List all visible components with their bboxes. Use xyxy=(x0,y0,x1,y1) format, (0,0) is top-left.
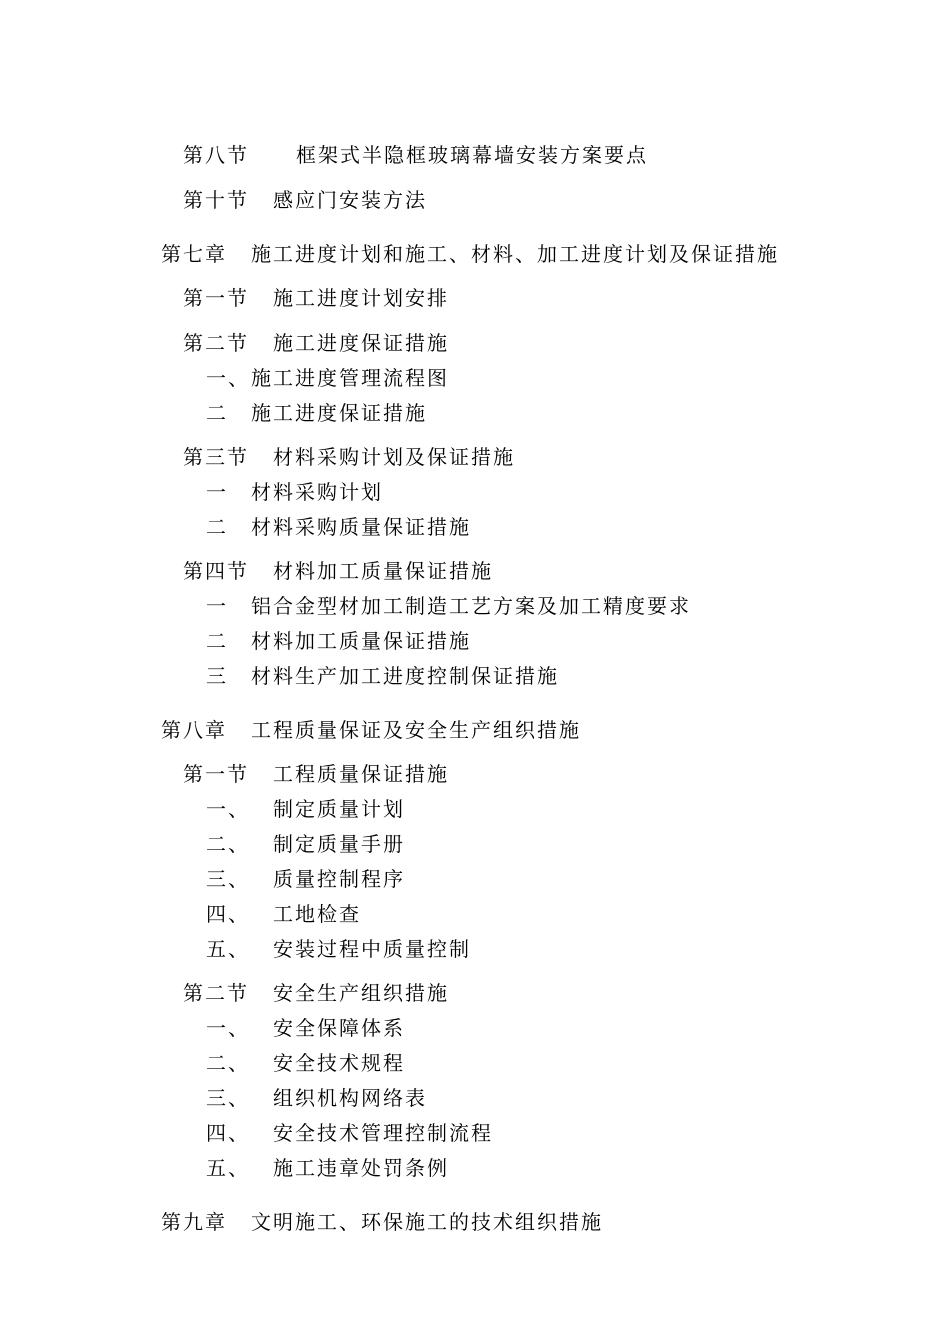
toc-number: 一 xyxy=(206,480,228,504)
toc-title: 材料生产加工进度控制保证措施 xyxy=(251,664,559,688)
toc-title: 安全生产组织措施 xyxy=(273,981,449,1005)
toc-title: 工程质量保证及安全生产组织措施 xyxy=(251,718,581,742)
toc-number: 三、 xyxy=(206,867,250,891)
toc-title: 制定质量手册 xyxy=(273,832,405,856)
toc-number: 第七章 xyxy=(161,242,227,266)
toc-number: 第二节 xyxy=(183,981,249,1005)
toc-number: 第十节 xyxy=(183,188,249,212)
toc-title: 铝合金型材加工制造工艺方案及加工精度要求 xyxy=(251,594,691,618)
toc-number: 一、 xyxy=(206,1016,250,1040)
toc-number: 一、 xyxy=(206,797,250,821)
toc-number: 第二节 xyxy=(183,331,249,355)
toc-number: 第九章 xyxy=(161,1210,227,1234)
toc-number: 二、 xyxy=(206,1051,250,1075)
toc-title: 施工进度计划和施工、材料、加工进度计划及保证措施 xyxy=(251,242,779,266)
toc-number: 四、 xyxy=(206,902,250,926)
toc-number: 四、 xyxy=(206,1121,250,1145)
toc-title: 安全技术管理控制流程 xyxy=(273,1121,493,1145)
toc-number: 第一节 xyxy=(183,286,249,310)
toc-title: 文明施工、环保施工的技术组织措施 xyxy=(251,1210,603,1234)
toc-title: 施工进度保证措施 xyxy=(251,401,427,425)
toc-title: 质量控制程序 xyxy=(273,867,405,891)
toc-title: 安装过程中质量控制 xyxy=(273,937,471,961)
toc-number: 二 xyxy=(206,401,228,425)
toc-number: 一 xyxy=(206,594,228,618)
toc-number: 第三节 xyxy=(183,445,249,469)
toc-title: 材料采购计划 xyxy=(251,480,383,504)
toc-title: 组织机构网络表 xyxy=(273,1086,427,1110)
toc-title: 施工进度管理流程图 xyxy=(251,366,449,390)
toc-title: 材料采购质量保证措施 xyxy=(251,515,471,539)
toc-title: 安全技术规程 xyxy=(273,1051,405,1075)
toc-title: 施工进度保证措施 xyxy=(273,331,449,355)
toc-title: 制定质量计划 xyxy=(273,797,405,821)
toc-number: 三 xyxy=(206,664,228,688)
toc-number: 第八节 xyxy=(183,143,249,167)
toc-number: 五、 xyxy=(206,1156,250,1180)
toc-title: 工地检查 xyxy=(273,902,361,926)
toc-number: 第八章 xyxy=(161,718,227,742)
toc-title: 施工进度计划安排 xyxy=(273,286,449,310)
toc-title: 材料加工质量保证措施 xyxy=(273,559,493,583)
toc-number: 第一节 xyxy=(183,762,249,786)
toc-number: 一、 xyxy=(206,366,250,390)
toc-title: 材料加工质量保证措施 xyxy=(251,629,471,653)
toc-number: 五、 xyxy=(206,937,250,961)
toc-title: 感应门安装方法 xyxy=(273,188,427,212)
toc-number: 三、 xyxy=(206,1086,250,1110)
toc-number: 二 xyxy=(206,629,228,653)
toc-title: 工程质量保证措施 xyxy=(273,762,449,786)
toc-number: 二、 xyxy=(206,832,250,856)
toc-number: 二 xyxy=(206,515,228,539)
toc-title: 安全保障体系 xyxy=(273,1016,405,1040)
toc-number: 第四节 xyxy=(183,559,249,583)
toc-title: 材料采购计划及保证措施 xyxy=(273,445,515,469)
toc-title: 施工违章处罚条例 xyxy=(273,1156,449,1180)
toc-title: 框架式半隐框玻璃幕墙安装方案要点 xyxy=(296,143,648,167)
